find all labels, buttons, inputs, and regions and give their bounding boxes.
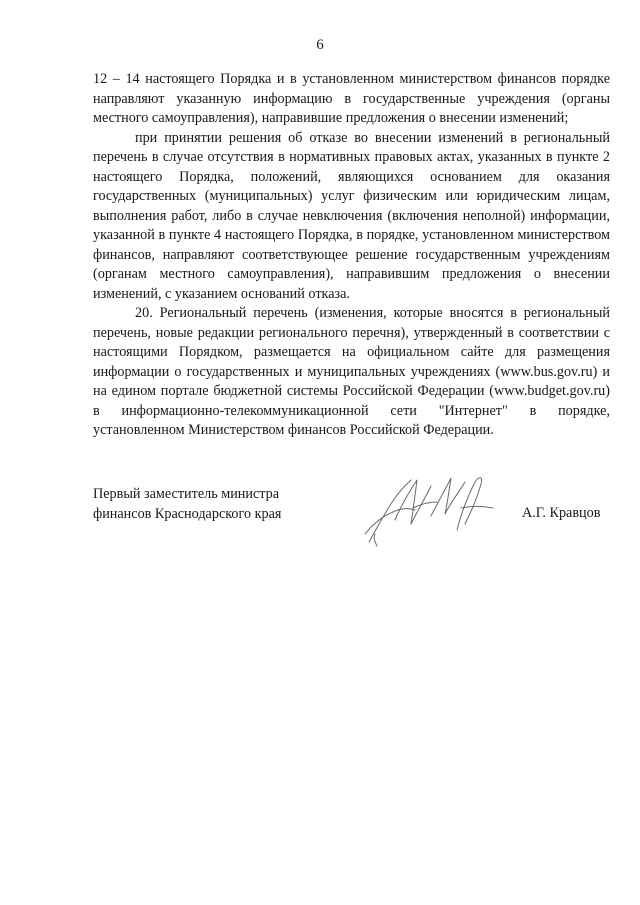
signatory-title-line-1: Первый заместитель министра <box>93 486 280 502</box>
signatory-name: А.Г. Кравцов <box>522 505 601 521</box>
handwritten-signature <box>355 468 500 550</box>
paragraph-continuation: 12 – 14 настоящего Порядка и в установленном министерством финансов порядке направляют указанную информацию в государственные учреждения (органы местного самоуправления), направившие предложения о внесении изменений; <box>93 71 610 126</box>
page-number: 6 <box>316 37 324 53</box>
paragraph-item-20: 20. Региональный перечень (изменения, которые вносятся в региональный перечень, новые редакции регионального перечня), утвержденный в соответствии с настоящими Порядком, размещается на официальном сайте для размещения информации о государственных и муниципальных учреждениях (www.bus.gov.ru) и на едином портале бюджетной системы Российской Федерации (www.budget.gov.ru) в информационно-телекоммуникационной сети "Интернет" в порядке, установленном Министерством финансов Российской Федерации. <box>93 305 610 438</box>
document-body <box>93 70 610 441</box>
signatory-title <box>93 485 281 524</box>
signatory-title-line-2: финансов Краснодарского края <box>93 505 282 522</box>
paragraph-refusal-decision: при принятии решения об отказе во внесении изменений в региональный перечень в случае отсутствия в нормативных правовых актах, указанных в пункте 2 настоящего Порядка, положений, являющихся основанием для оказания государственных (муниципальных) услуг физическим или юридическим лицам, выполнения работ, либо в случае невключения (включения неполной) информации, указанной в пункте 4 настоящего Порядка, в порядке, установленном министерством финансов, направляют соответствующее решение государственным учреждениям (органам местного самоуправления), направившим предложения о внесении изменений, с указанием оснований отказа. <box>93 129 610 302</box>
